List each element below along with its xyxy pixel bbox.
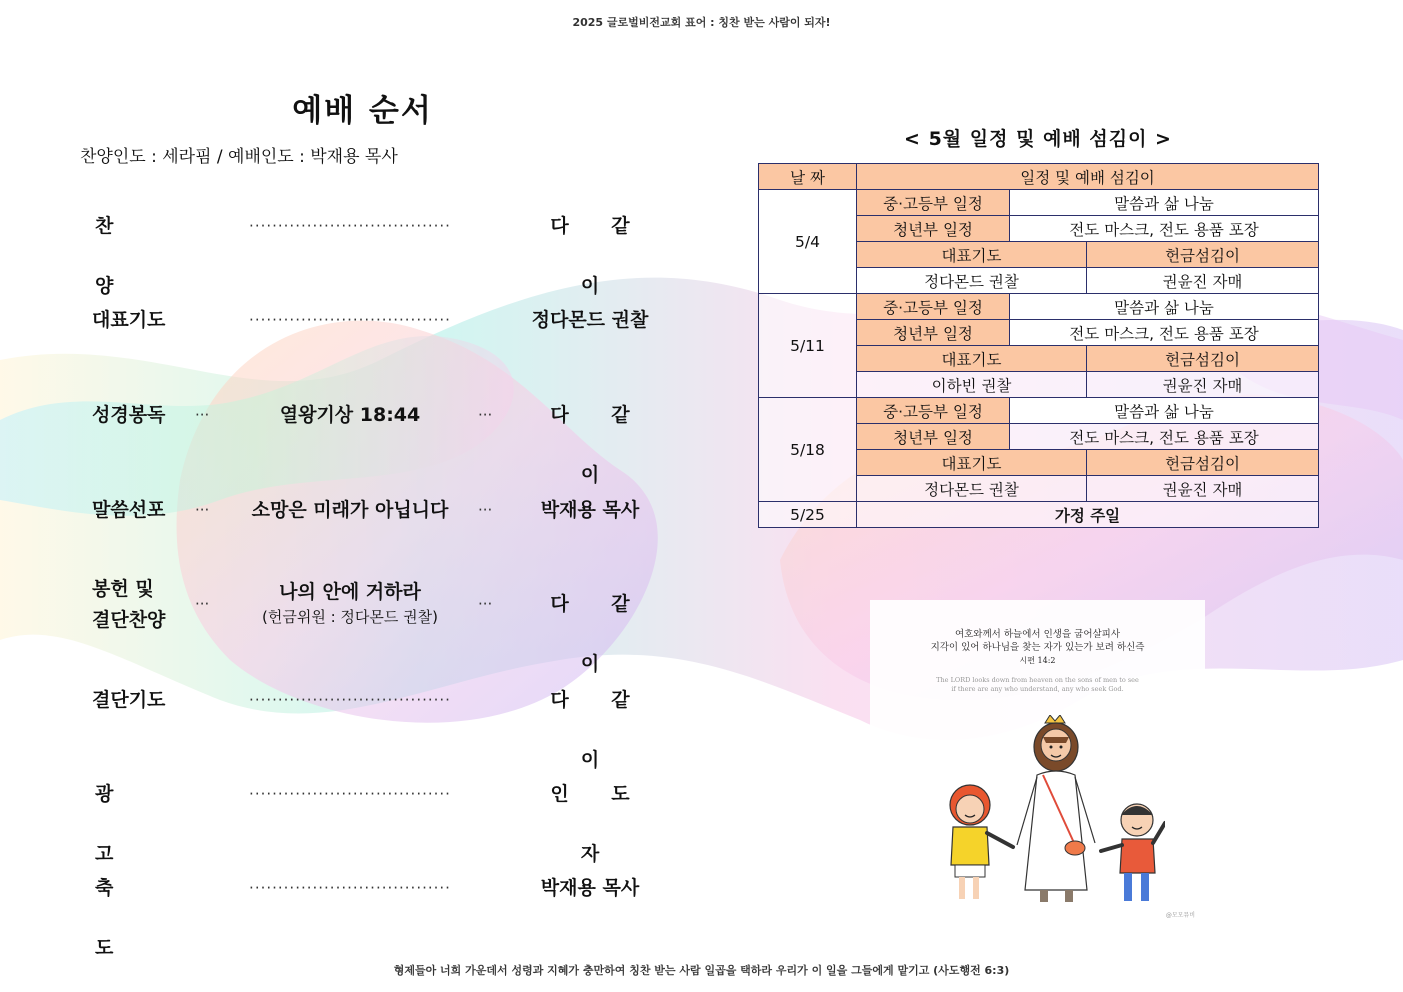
scripture-card	[870, 600, 1205, 920]
table-row	[759, 502, 1319, 528]
offering-person: 권윤진 자매	[1087, 372, 1319, 398]
order-item-leader: 다 같 이	[550, 215, 648, 297]
dot-leader: ···································	[249, 691, 451, 709]
dot-leader: ···································	[249, 879, 451, 897]
order-item-leader: 다 같 이	[550, 404, 648, 486]
order-item	[70, 670, 670, 771]
dot-leader: ···	[195, 501, 210, 519]
schedule-header-row	[759, 164, 1319, 190]
prayer-person: 정다몬드 권찰	[857, 268, 1087, 294]
dot-leader: ···································	[249, 217, 451, 235]
order-title: 예배 순서	[292, 93, 433, 129]
verse-korean-line1: 여호와께서 하늘에서 인생을 굽어살피사	[954, 629, 1121, 640]
order-item	[70, 858, 670, 959]
label-offering: 헌금섬김이	[1087, 346, 1319, 372]
label-offering: 헌금섬김이	[1087, 242, 1319, 268]
label-young-adult: 청년부 일정	[857, 216, 1010, 242]
prayer-person: 이하빈 권찰	[857, 372, 1087, 398]
page-footer-verse: 형제들아 너희 가운데서 성령과 지혜가 충만하여 칭찬 받는 사람 일곱을 택하라 우리가 이 일을 그들에게 맡기고 (사도행전 6:3)	[393, 964, 1010, 977]
dot-leader: ···	[195, 406, 210, 424]
verse-reference: 시편 14:2	[1019, 656, 1056, 665]
verse-english-line1: The LORD looks down from heaven on the sons of men to see	[936, 676, 1139, 684]
order-item-name-line1: 봉헌 및	[92, 578, 154, 600]
order-item-detail	[235, 579, 465, 629]
verse-english-line2: if there are any who understand, any who seek God.	[951, 685, 1124, 693]
header-date: 날 짜	[759, 164, 857, 190]
order-item-leader: 정다몬드 권찰	[531, 309, 649, 331]
verse-english	[870, 676, 1205, 694]
jesus-with-children-illustration	[925, 715, 1165, 915]
label-youth: 중·고등부 일정	[857, 398, 1010, 424]
order-item-name	[92, 574, 165, 636]
verse-korean	[870, 628, 1205, 654]
order-item-name-line2: 결단찬양	[92, 609, 166, 631]
dot-leader: ···	[478, 406, 493, 424]
illustration-credit: @모모뮤비	[1165, 912, 1195, 919]
offering-person: 권윤진 자매	[1087, 476, 1319, 502]
offering-person: 권윤진 자매	[1087, 268, 1319, 294]
order-item-name: 광 고	[95, 783, 144, 865]
order-item-name: 성경봉독	[92, 404, 166, 426]
girl-figure	[950, 785, 1013, 899]
order-item-leader: 박재용 목사	[540, 499, 640, 521]
worship-leaders: 찬양인도 : 세라핌 / 예배인도 : 박재용 목사	[80, 147, 398, 167]
order-item	[70, 480, 670, 540]
dot-leader: ···	[195, 595, 210, 613]
young-adult-schedule: 전도 마스크, 전도 용품 포장	[1010, 320, 1319, 346]
header-main: 일정 및 예배 섬김이	[857, 164, 1319, 190]
label-youth: 중·고등부 일정	[857, 190, 1010, 216]
order-item-leader: 다 같 이	[550, 689, 648, 771]
order-item-detail: 소망은 미래가 아닙니다	[251, 499, 449, 521]
label-prayer: 대표기도	[857, 242, 1087, 268]
label-offering: 헌금섬김이	[1087, 450, 1319, 476]
table-row	[759, 190, 1319, 216]
schedule-title: < 5월 일정 및 예배 섬김이 >	[904, 128, 1172, 150]
order-item-detail: 열왕기상 18:44	[279, 404, 421, 426]
order-item-leader: 인 도 자	[550, 783, 648, 865]
order-item-leader: 박재용 목사	[540, 877, 640, 899]
dot-leader: ···································	[249, 311, 451, 329]
order-item	[70, 574, 670, 675]
order-item	[70, 196, 670, 297]
worship-order-list	[0, 0, 700, 992]
page-header-motto: 2025 글로벌비전교회 표어 : 칭찬 받는 사람이 되자!	[572, 16, 831, 29]
order-item	[70, 385, 670, 486]
label-young-adult: 청년부 일정	[857, 320, 1010, 346]
date-cell: 5/11	[759, 294, 857, 398]
hymn-title: 나의 안에 거하라	[279, 581, 421, 603]
youth-schedule: 말씀과 삶 나눔	[1010, 190, 1319, 216]
dot-leader: ···	[478, 501, 493, 519]
table-row	[759, 398, 1319, 424]
order-item	[70, 764, 670, 865]
young-adult-schedule: 전도 마스크, 전도 용품 포장	[1010, 216, 1319, 242]
schedule-table	[758, 163, 1319, 528]
boy-figure	[1101, 804, 1165, 901]
youth-schedule: 말씀과 삶 나눔	[1010, 398, 1319, 424]
label-prayer: 대표기도	[857, 346, 1087, 372]
date-cell: 5/18	[759, 398, 857, 502]
jesus-figure	[1017, 723, 1095, 902]
verse-korean-line2: 지각이 있어 하나님을 찾는 자가 있는가 보려 하신즉	[930, 642, 1145, 653]
date-cell: 5/4	[759, 190, 857, 294]
prayer-person: 정다몬드 권찰	[857, 476, 1087, 502]
order-item-name: 찬 양	[95, 215, 144, 297]
offering-committee: (헌금위원 : 정다몬드 권찰)	[262, 608, 438, 626]
date-cell: 5/25	[759, 502, 857, 528]
order-item-name: 결단기도	[92, 689, 166, 711]
order-item-name: 말씀선포	[92, 499, 166, 521]
dot-leader: ···	[478, 595, 493, 613]
label-young-adult: 청년부 일정	[857, 424, 1010, 450]
family-sunday: 가정 주일	[857, 502, 1319, 528]
order-item-name: 축 도	[95, 877, 144, 959]
order-item	[70, 290, 670, 350]
label-youth: 중·고등부 일정	[857, 294, 1010, 320]
label-prayer: 대표기도	[857, 450, 1087, 476]
table-row	[759, 294, 1319, 320]
crown-icon	[1045, 715, 1065, 723]
young-adult-schedule: 전도 마스크, 전도 용품 포장	[1010, 424, 1319, 450]
youth-schedule: 말씀과 삶 나눔	[1010, 294, 1319, 320]
order-item-name: 대표기도	[92, 309, 166, 331]
order-item-leader: 다 같 이	[550, 593, 648, 675]
dot-leader: ···································	[249, 785, 451, 803]
